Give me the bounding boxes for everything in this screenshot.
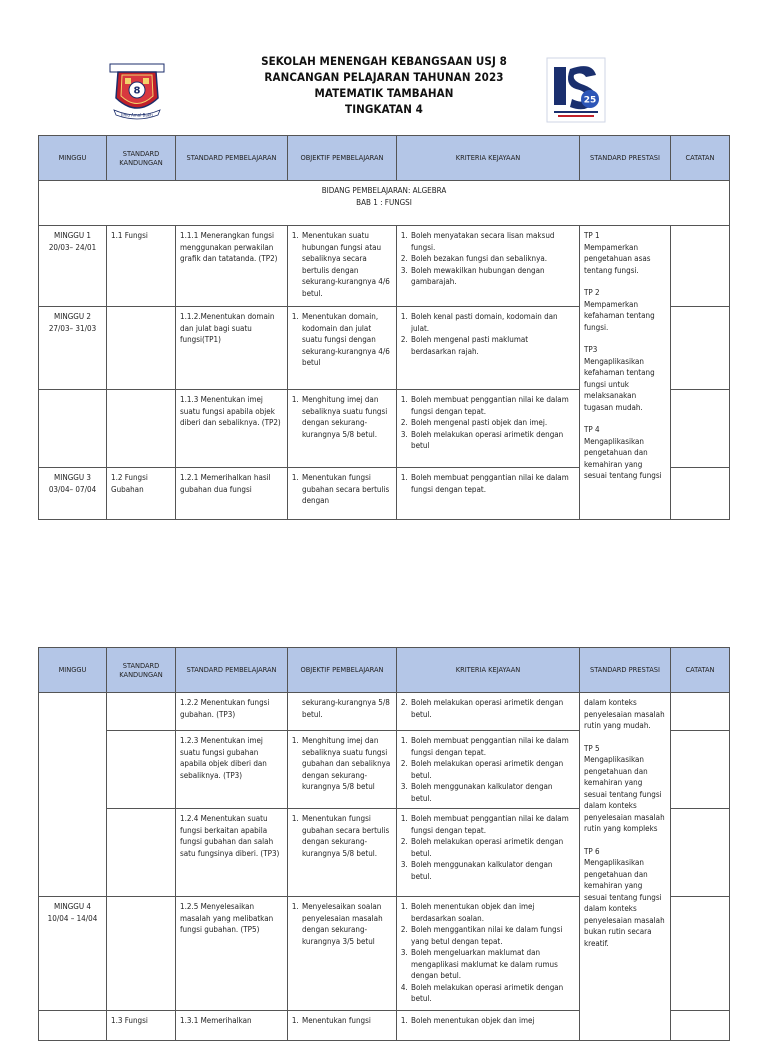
content-standard-cell xyxy=(107,809,176,897)
notes-cell xyxy=(671,897,730,1011)
learning-standard-cell: 1.3.1 Memerihalkan xyxy=(176,1011,288,1041)
criteria-cell: 1. Boleh kenal pasti domain, kodomain dan julat. 2. Boleh mengenal pasti maklumat berdasarkan rajah. xyxy=(397,307,580,390)
content-standard-cell xyxy=(107,897,176,1011)
week-cell: MINGGU 3 03/04– 07/04 xyxy=(39,468,107,520)
week-cell xyxy=(39,390,107,468)
learning-standard-cell: 1.2.4 Menentukan suatu fungsi berkaitan apabila fungsi gubahan dan salah satu fungsinya diberi. (TP3) xyxy=(176,809,288,897)
anniversary-logo-icon xyxy=(546,57,606,123)
learning-area-title: BIDANG PEMBELAJARAN: ALGEBRA xyxy=(321,186,447,195)
learning-standard-cell: 1.2.2 Menentukan fungsi gubahan. (TP3) xyxy=(176,693,288,731)
svg-text:25: 25 xyxy=(583,95,597,106)
column-header-standard-pembelajaran: STANDARD PEMBELAJARAN xyxy=(176,136,288,181)
column-header-minggu: MINGGU xyxy=(39,648,107,693)
document-header xyxy=(0,0,768,130)
tp-item: TP3 Mengaplikasikan kefahaman tentang fungsi untuk melaksanakan tugasan mudah. xyxy=(584,345,655,412)
criteria-cell: 2. Boleh melakukan operasi arimetik dengan betul. xyxy=(397,693,580,731)
column-header-standard-kandungan: STANDARD KANDUNGAN xyxy=(107,136,176,181)
criteria-cell: 1. Boleh menentukan objek dan imej berdasarkan soalan. 2. Boleh menggantikan nilai ke dalam fungsi yang betul dengan tepat. 3. Boleh mengeluarkan maklumat dan mengaplikasi maklumat ke dalam rumus dengan betul. 4. Boleh melakukan operasi arimetik dengan betul. xyxy=(397,897,580,1011)
svg-text:8: 8 xyxy=(133,85,141,97)
section-heading xyxy=(39,181,730,226)
notes-cell xyxy=(671,390,730,468)
notes-cell xyxy=(671,1011,730,1041)
column-header-catatan: CATATAN xyxy=(671,136,730,181)
notes-cell xyxy=(671,809,730,897)
column-header-kriteria: KRITERIA KEJAYAAN xyxy=(397,136,580,181)
criteria-cell: 1. Boleh membuat penggantian nilai ke dalam fungsi dengan tepat. 2. Boleh mengenal pasti objek dan imej. 3. Boleh melakukan operasi arimetik dengan betul xyxy=(397,390,580,468)
section-row xyxy=(39,181,730,226)
column-header-standard-prestasi: STANDARD PRESTASI xyxy=(580,648,671,693)
subject-title: MATEMATIK TAMBAHAN xyxy=(314,86,454,100)
learning-standard-cell: 1.1.1 Menerangkan fungsi menggunakan perwakilan grafik dan tatatanda. (TP2) xyxy=(176,226,288,307)
objective-cell: 1. Menentukan fungsi gubahan secara bertulis dengan xyxy=(288,468,397,520)
column-header-minggu: MINGGU xyxy=(39,136,107,181)
objective-cell: 1. Menentukan domain, kodomain dan julat suatu fungsi dengan sekurang-kurangnya 4/6 betul xyxy=(288,307,397,390)
svg-text:Ilmu Amal Bakti: Ilmu Amal Bakti xyxy=(121,112,153,118)
notes-cell xyxy=(671,226,730,307)
school-name: SEKOLAH MENENGAH KEBANGSAAN USJ 8 xyxy=(261,54,507,68)
objective-cell: 1. Menghitung imej dan sebaliknya suatu fungsi dengan sekurang-kurangnya 5/8 betul. xyxy=(288,390,397,468)
table-row xyxy=(39,693,730,731)
criteria-cell: 1. Boleh menentukan objek dan imej xyxy=(397,1011,580,1041)
column-header-objektif: OBJEKTIF PEMBELAJARAN xyxy=(288,648,397,693)
content-standard-cell xyxy=(107,731,176,809)
column-header-objektif: OBJEKTIF PEMBELAJARAN xyxy=(288,136,397,181)
content-standard-cell: 1.1 Fungsi xyxy=(107,226,176,307)
lesson-plan-table-page-2 xyxy=(38,647,730,1041)
learning-standard-cell: 1.2.3 Menentukan imej suatu fungsi gubahan apabila objek diberi dan sebaliknya. (TP3) xyxy=(176,731,288,809)
content-standard-cell: 1.2 Fungsi Gubahan xyxy=(107,468,176,520)
tp-item: TP 1 Mempamerkan pengetahuan asas tentang fungsi. xyxy=(584,231,651,275)
week-cell: MINGGU 4 10/04 – 14/04 xyxy=(39,897,107,1011)
column-header-standard-kandungan: STANDARD KANDUNGAN xyxy=(107,648,176,693)
objective-cell: 1. Menentukan fungsi xyxy=(288,1011,397,1041)
week-cell: MINGGU 1 20/03– 24/01 xyxy=(39,226,107,307)
chapter-title: BAB 1 : FUNGSI xyxy=(356,197,412,207)
week-cell xyxy=(39,693,107,897)
school-title xyxy=(0,53,768,117)
notes-cell xyxy=(671,731,730,809)
criteria-cell: 1. Boleh membuat penggantian nilai ke dalam fungsi dengan tepat. xyxy=(397,468,580,520)
form-title: TINGKATAN 4 xyxy=(345,102,423,116)
week-cell: MINGGU 2 27/03– 31/03 xyxy=(39,307,107,390)
performance-standard-cell xyxy=(580,226,671,520)
lesson-plan-table-page-1 xyxy=(38,135,730,520)
notes-cell xyxy=(671,693,730,731)
column-header-standard-prestasi: STANDARD PRESTASI xyxy=(580,136,671,181)
tp-item: TP 6 Mengaplikasikan pengetahuan dan kemahiran yang sesuai tentang fungsi dalam konteks penyelesaian masalah bukan rutin secara kreatif. xyxy=(584,846,665,948)
content-standard-cell: 1.3 Fungsi xyxy=(107,1011,176,1041)
tp-item: TP 4 Mengaplikasikan pengetahuan dan kemahiran yang sesuai tentang fungsi xyxy=(584,425,662,480)
criteria-cell: 1. Boleh membuat penggantian nilai ke dalam fungsi dengan tepat. 2. Boleh melakukan operasi arimetik dengan betul. 3. Boleh menggunakan kalkulator dengan betul. xyxy=(397,809,580,897)
week-cell xyxy=(39,1011,107,1041)
content-standard-cell xyxy=(107,390,176,468)
table-header-row xyxy=(39,648,730,693)
criteria-cell: 1. Boleh membuat penggantian nilai ke dalam fungsi dengan tepat. 2. Boleh melakukan operasi arimetik dengan betul. 3. Boleh menggunakan kalkulator dengan betul. xyxy=(397,731,580,809)
tp-item: TP 2 Mempamerkan kefahaman tentang fungsi. xyxy=(584,288,655,332)
objective-cell: 1. Menyelesaikan soalan penyelesaian masalah dengan sekurang-kurangnya 3/5 betul xyxy=(288,897,397,1011)
criteria-cell: 1. Boleh menyatakan secara lisan maksud fungsi. 2. Boleh bezakan fungsi dan sebaliknya. 3. Boleh mewakilkan hubungan dengan gambarajah. xyxy=(397,226,580,307)
table-header-row xyxy=(39,136,730,181)
notes-cell xyxy=(671,307,730,390)
content-standard-cell xyxy=(107,307,176,390)
table-row xyxy=(39,226,730,307)
plan-title: RANCANGAN PELAJARAN TAHUNAN 2023 xyxy=(264,70,504,84)
column-header-standard-pembelajaran: STANDARD PEMBELAJARAN xyxy=(176,648,288,693)
content-standard-cell xyxy=(107,693,176,731)
column-header-kriteria: KRITERIA KEJAYAAN xyxy=(397,648,580,693)
learning-standard-cell: 1.1.3 Menentukan imej suatu fungsi apabila objek diberi dan sebaliknya. (TP2) xyxy=(176,390,288,468)
column-header-catatan: CATATAN xyxy=(671,648,730,693)
learning-standard-cell: 1.2.5 Menyelesaikan masalah yang melibatkan fungsi gubahan. (TP5) xyxy=(176,897,288,1011)
performance-standard-cell: dalam konteks penyelesaian masalah rutin yang mudah. TP 5 Mengaplikasikan pengetahuan dan kemahiran yang sesuai tentang fungsi dalam konteks penyelesaian masalah rutin yang kompleks TP 6 Mengaplikasikan pengetahuan dan kemahiran yang sesuai tentang fungsi dalam konteks penyelesaian masalah bukan rutin secara kreatif. xyxy=(580,693,671,1041)
tp-item: TP 5 Mengaplikasikan pengetahuan dan kemahiran yang sesuai tentang fungsi dalam konteks penyelesaian masalah rutin yang kompleks xyxy=(584,743,665,833)
objective-cell: sekurang-kurangnya 5/8 betul. xyxy=(288,693,397,731)
notes-cell xyxy=(671,468,730,520)
objective-cell: 1. Menentukan fungsi gubahan secara bertulis dengan sekurang-kurangnya 5/8 betul. xyxy=(288,809,397,897)
learning-standard-cell: 1.2.1 Memerihalkan hasil gubahan dua fungsi xyxy=(176,468,288,520)
objective-cell: 1. Menghitung imej dan sebaliknya suatu fungsi gubahan dan sebaliknya dengan sekurang-kurangnya 5/8 betul xyxy=(288,731,397,809)
learning-standard-cell: 1.1.2.Menentukan domain dan julat bagi suatu fungsi(TP1) xyxy=(176,307,288,390)
objective-cell: 1. Menentukan suatu hubungan fungsi atau sebaliknya secara bertulis dengan sekurang-kurangnya 4/6 betul. xyxy=(288,226,397,307)
